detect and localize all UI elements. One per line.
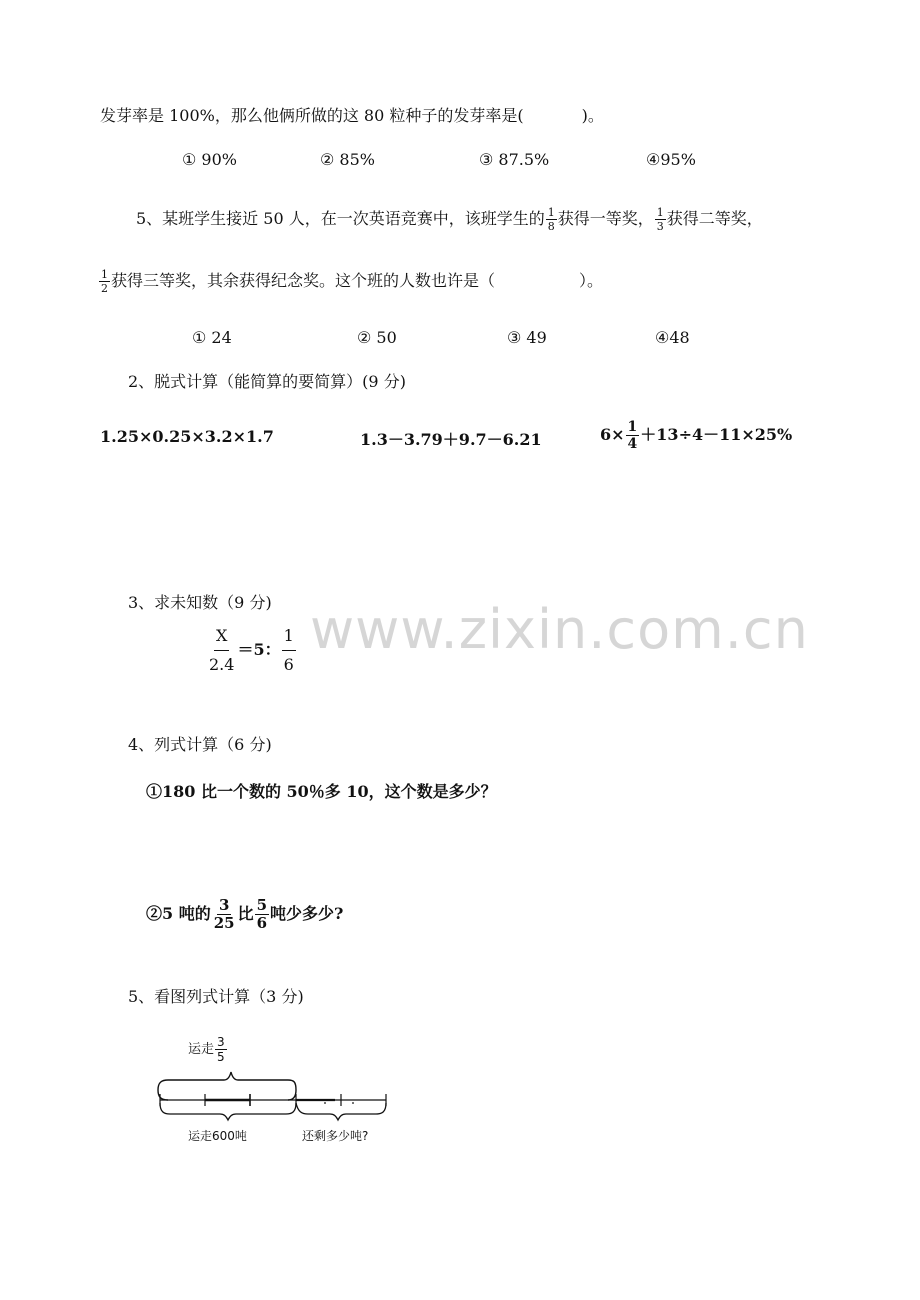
diagram-top-label-text: 运走 [188, 1042, 215, 1057]
q5-mid-2: 获得二等奖， [666, 209, 763, 228]
fraction-denominator: 4 [627, 436, 638, 452]
fraction-numerator: 3 [218, 896, 230, 914]
diagram-left-label: 运走600吨 [188, 1129, 247, 1143]
fraction-numerator: 3 [217, 1035, 225, 1049]
fraction-numerator: 1 [656, 206, 664, 219]
section-2-heading: 2、脱式计算（能简算的要简算）(9 分) [128, 372, 406, 391]
fraction-5-6 [255, 898, 269, 931]
fraction-numerator: X [214, 628, 229, 651]
problem-2-part-a: ②5 吨的 [146, 904, 211, 923]
q4-close: )。 [581, 106, 604, 125]
fraction-1-6 [282, 628, 296, 673]
section-4-heading: 4、列式计算（6 分) [128, 735, 272, 754]
fraction-denominator: 8 [547, 220, 555, 233]
line-segment-diagram [150, 1070, 400, 1130]
problem-2-part-c: 吨少多少? [270, 904, 344, 923]
q4-option-4: ④95% [646, 150, 696, 169]
equation-equals: ＝5： [237, 640, 281, 659]
fraction-numerator: 5 [256, 896, 268, 914]
expression-1: 1.25×0.25×3.2×1.7 [100, 427, 274, 446]
q5-option-2: ② 50 [357, 328, 397, 347]
fraction-1-3 [655, 207, 666, 232]
q4-statement [100, 103, 604, 126]
fraction-1-2 [99, 269, 110, 294]
fraction-3-5 [215, 1036, 227, 1063]
diagram-right-label: 还剩多少吨? [302, 1129, 369, 1143]
fraction-numerator: 1 [101, 268, 108, 281]
q5-prefix: 5、某班学生接近 50 人，在一次英语竞赛中，该班学生的 [136, 209, 545, 228]
q4-text: 发芽率是 100%，那么他俩所做的这 80 粒种子的发芽率是( [100, 106, 524, 125]
q5-line-2-text: 获得三等奖，其余获得纪念奖。这个班的人数也许是（ [111, 271, 496, 290]
fraction-denominator: 2 [101, 282, 108, 295]
fraction-numerator: 1 [547, 206, 555, 219]
fraction-1-4 [626, 420, 640, 451]
fraction-denominator: 3 [656, 220, 664, 233]
fraction-x-over-2-4 [207, 628, 236, 673]
expression-3 [600, 412, 792, 458]
fraction-numerator: 1 [282, 628, 296, 651]
fraction-denominator: 25 [213, 914, 235, 932]
fraction-denominator: 6 [256, 914, 268, 932]
section-3-heading: 3、求未知数（9 分) [128, 593, 272, 612]
dot-mark [352, 1102, 354, 1104]
problem-1: ①180 比一个数的 50％多 10，这个数是多少？ [146, 782, 497, 801]
q5-mid-1: 获得一等奖， [557, 209, 654, 228]
problem-2 [146, 890, 343, 938]
q5-option-1: ① 24 [192, 328, 232, 347]
q5-option-3: ③ 49 [507, 328, 547, 347]
top-brace [158, 1072, 296, 1100]
fraction-numerator: 1 [627, 419, 638, 435]
fraction-denominator: 6 [283, 655, 294, 674]
dot-mark [324, 1102, 326, 1104]
expression-3-part-b: ＋13÷4－11×25% [640, 425, 793, 444]
watermark: www.zixin.com.cn [310, 598, 809, 661]
fraction-denominator: 2.4 [209, 655, 235, 674]
fraction-denominator: 5 [217, 1050, 225, 1064]
expression-2: 1.3－3.79＋9.7－6.21 [360, 430, 542, 449]
q5-option-4: ④48 [655, 328, 690, 347]
bottom-left-brace [160, 1103, 296, 1120]
q5-line-2 [98, 266, 603, 296]
expression-3-part-a: 6× [600, 425, 625, 444]
diagram-top-label [188, 1030, 228, 1070]
q5-close: ）。 [579, 271, 604, 290]
q5-line-1 [136, 204, 763, 234]
q4-option-1: ① 90% [182, 150, 237, 169]
fraction-1-8 [546, 207, 557, 232]
problem-2-part-b: 比 [237, 904, 254, 923]
q4-option-3: ③ 87.5% [479, 150, 550, 169]
section-5-heading: 5、看图列式计算（3 分) [128, 987, 304, 1006]
equation [206, 622, 297, 678]
q4-option-2: ② 85% [320, 150, 375, 169]
fraction-3-25 [212, 898, 237, 931]
